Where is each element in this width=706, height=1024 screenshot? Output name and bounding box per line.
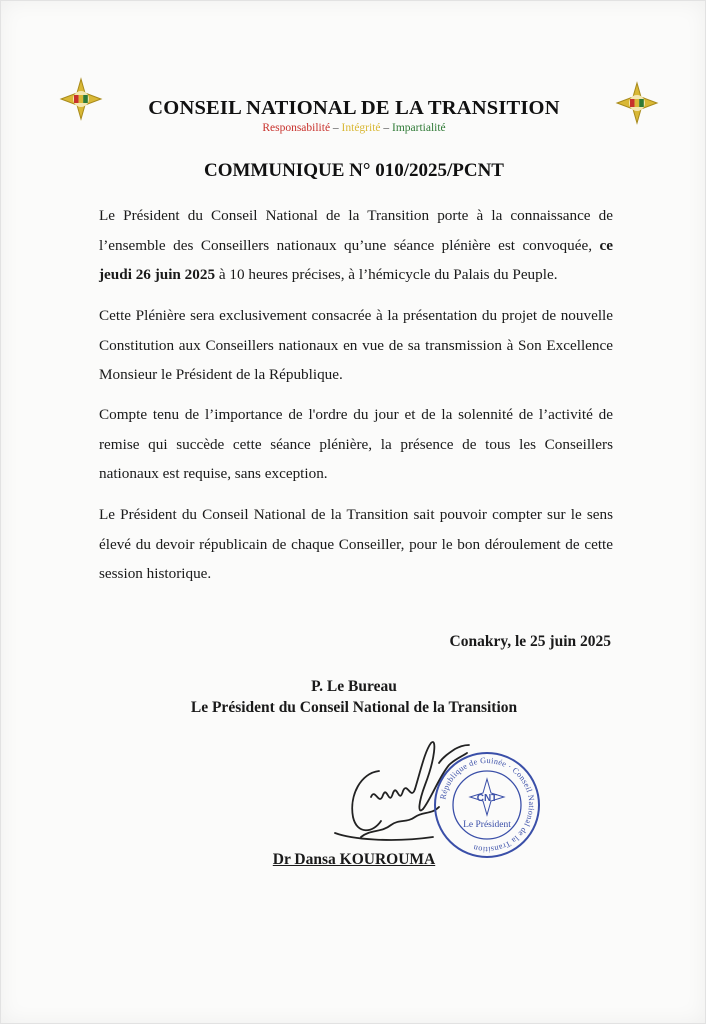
motto bbox=[1, 122, 706, 134]
place-and-date: Conakry, le 25 juin 2025 bbox=[449, 633, 611, 650]
paragraph-attendance: Compte tenu de l’importance de l'ordre du jour et de la solennité de l’activité de remise qui succède cette séance plénière, la présence de tous les Conseillers nationaux est requise, sans exception. bbox=[99, 406, 613, 482]
motto-impartialite: Impartialité bbox=[392, 122, 446, 134]
official-stamp bbox=[431, 749, 543, 861]
bureau-label: P. Le Bureau bbox=[311, 678, 397, 695]
paragraph-purpose: Cette Plénière sera exclusivement consacrée à la présentation du projet de nouvelle Constitution aux Conseillers nationaux en vue de sa transmission à Son Excellence Monsieur le Président de la République. bbox=[99, 307, 613, 383]
signer-name: Dr Dansa KOUROUMA bbox=[272, 851, 436, 868]
motto-separator: – bbox=[330, 122, 342, 134]
president-title: Le Président du Conseil National de la Transition bbox=[190, 699, 518, 716]
stamp-inner-text: Le Président bbox=[463, 820, 511, 830]
paragraph-text: à 10 heures précises, à l’hémicycle du Palais du Peuple. bbox=[215, 266, 558, 283]
stamp-outer-text: République de Guinée · Conseil National de la Transition bbox=[438, 755, 537, 855]
paragraph-convocation bbox=[99, 201, 613, 290]
motto-integrite: Intégrité bbox=[341, 122, 381, 134]
meeting-date: ce jeudi 26 juin 2025 bbox=[99, 236, 613, 283]
paragraph-text: Le Président du Conseil National de la Transition porte à la connaissance de l’ensemble des Conseillers nationaux qu’une séance plénière est convoquée, bbox=[99, 207, 613, 254]
communique-title: COMMUNIQUE N° 010/2025/PCNT bbox=[204, 160, 504, 181]
organization-name: CONSEIL NATIONAL DE LA TRANSITION bbox=[148, 97, 560, 119]
motto-separator: – bbox=[380, 122, 392, 134]
stamp-center-text: CNT bbox=[476, 793, 498, 804]
paragraph-closing: Le Président du Conseil National de la Transition sait pouvoir compter sur le sens élevé du devoir républicain de chaque Conseiller, pour le bon déroulement de cette session historique. bbox=[99, 506, 613, 582]
motto-responsabilite: Responsabilité bbox=[262, 122, 331, 134]
